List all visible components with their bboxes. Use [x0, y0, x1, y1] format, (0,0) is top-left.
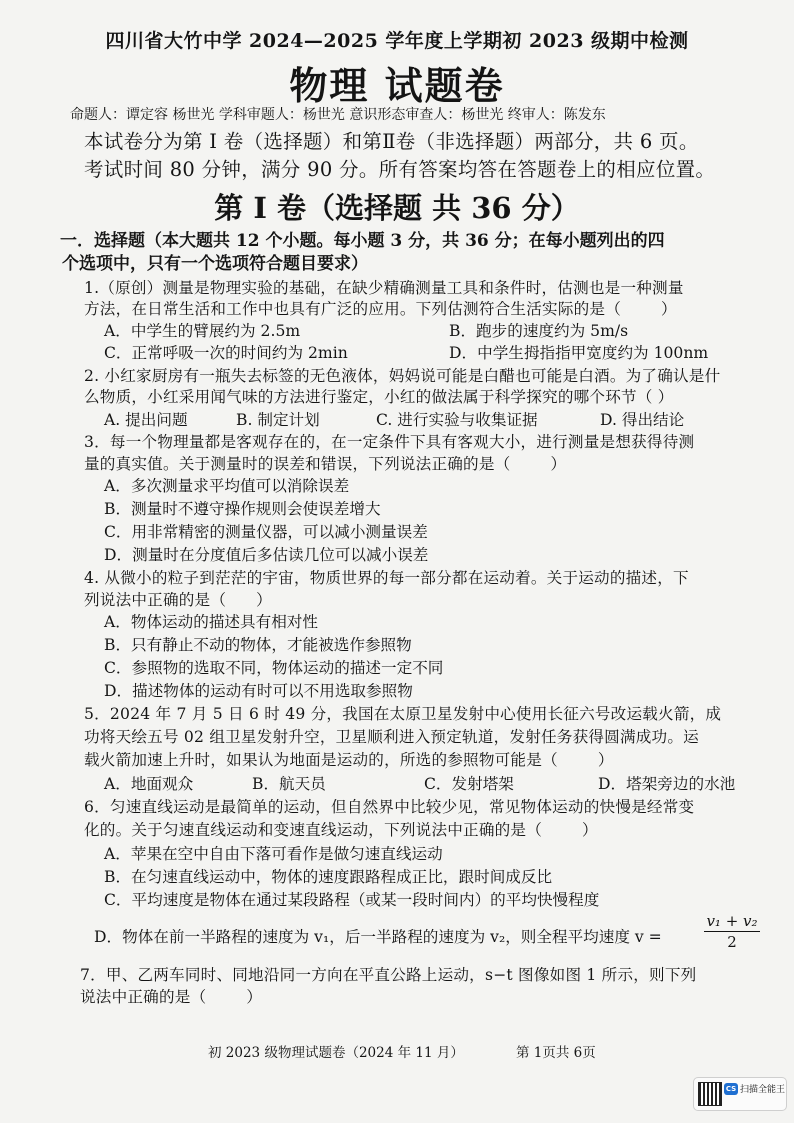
- q2-option-d: D. 得出结论: [600, 411, 685, 429]
- q1-option-a: A．中学生的臂展约为 2.5m: [104, 322, 301, 340]
- q7-line-1: 7．甲、乙两车同时、同地沿同一方向在平直公路上运动，s−t 图像如图 1 所示，则下列: [80, 966, 697, 984]
- q2-line-2: 么物质，小红采用闻气味的方法进行鉴定，小红的做法属于科学探究的哪个环节（ ）: [84, 388, 674, 406]
- q2-option-b: B. 制定计划: [236, 411, 320, 429]
- q5-option-d: D．塔架旁边的水池: [598, 775, 736, 793]
- q3-stem-end: 量的真实值。关于测量时的误差和错误，下列说法正确的是（: [84, 455, 511, 473]
- qr-code-icon: [698, 1082, 722, 1106]
- q5-line-3: [84, 748, 614, 770]
- q6-option-c: C．平均速度是物体在通过某段路程（或某一段时间内）的平均快慢程度: [104, 891, 600, 909]
- q4-option-a: A．物体运动的描述具有相对性: [104, 613, 318, 631]
- q1-option-d: D．中学生拇指指甲宽度约为 100nm: [449, 344, 709, 362]
- q1-close-paren: ）: [661, 300, 677, 318]
- q5-option-c: C．发射塔架: [424, 775, 514, 793]
- q3-option-c: C．用非常精密的测量仪器，可以减小测量误差: [104, 523, 428, 541]
- formula-numerator: v₁ + v₂: [704, 912, 760, 932]
- q5-stem-end: 载火箭加速上升时，如果认为地面是运动的，所选的参照物可能是（: [84, 751, 558, 769]
- formula-denominator: 2: [727, 933, 737, 951]
- section-heading-line-1: 一．选择题（本大题共 12 个小题。每小题 3 分，共 36 分；在每小题列出的四: [60, 231, 665, 251]
- q4-option-b: B．只有静止不动的物体，才能被选作参照物: [104, 636, 412, 654]
- average-speed-formula: [704, 912, 760, 951]
- q6-line-1: 6．匀速直线运动是最简单的运动，但自然界中比较少见，常见物体运动的快慢是经常变: [84, 798, 695, 816]
- q2-option-a: A. 提出问题: [104, 411, 188, 429]
- q2-line-1: 2. 小红家厨房有一瓶失去标签的无色液体，妈妈说可能是白醋也可能是白酒。为了确认是什: [84, 367, 721, 385]
- q4-close-paren: ）: [256, 591, 272, 609]
- part-title: 第 I 卷（选择题 共 36 分）: [214, 191, 580, 225]
- q4-line-1: 4. 从微小的粒子到茫茫的宇宙，物质世界的每一部分都在运动着。关于运动的描述，下: [84, 569, 689, 587]
- q5-line-2: 功将天绘五号 02 组卫星发射升空，卫星顺利进入预定轨道，发射任务获得圆满成功。运: [84, 728, 699, 746]
- q7-line-2: [80, 985, 262, 1007]
- q4-line-2: [84, 588, 272, 610]
- q3-option-d: D．测量时在分度值后多估读几位可以减小误差: [104, 546, 429, 564]
- q3-line-1: 3．每一个物理量都是客观存在的，在一定条件下具有客观大小，进行测量是想获得待测: [84, 433, 695, 451]
- q4-option-c: C．参照物的选取不同，物体运动的描述一定不同: [104, 659, 444, 677]
- watermark-text: 扫描全能王: [740, 1085, 786, 1095]
- q3-close-paren: ）: [550, 455, 567, 473]
- section-heading-line-2: 个选项中，只有一个选项符合题目要求）: [62, 254, 368, 274]
- q5-close-paren: ）: [597, 751, 614, 769]
- q1-option-b: B．跑步的速度约为 5m/s: [449, 322, 629, 340]
- q4-stem-end: 列说法中正确的是（: [84, 591, 227, 609]
- footer-page-number: 第 1页共 6页: [516, 1045, 596, 1061]
- camscanner-logo-icon: CS: [725, 1085, 737, 1093]
- q1-stem-end: 方法，在日常生活和工作中也具有广泛的应用。下列估测符合生活实际的是（: [84, 300, 621, 318]
- q6-line-2: [84, 818, 598, 840]
- footer-exam-label: 初 2023 级物理试题卷（2024 年 11 月）: [208, 1045, 464, 1061]
- q2-option-c: C. 进行实验与收集证据: [376, 411, 538, 429]
- intro-line-1: 本试卷分为第 I 卷（选择题）和第Ⅱ卷（非选择题）两部分，共 6 页。: [84, 130, 699, 153]
- staff-line: 命题人：谭定容 杨世光 学科审题人：杨世光 意识形态审查人：杨世光 终审人：陈发东: [70, 107, 606, 123]
- q6-option-b: B．在匀速直线运动中，物体的速度跟路程成正比，跟时间成反比: [104, 868, 553, 886]
- q7-close-paren: ）: [246, 988, 263, 1006]
- q1-line-1: 1.（原创）测量是物理实验的基础，在缺少精确测量工具和条件时，估测也是一种测量: [84, 279, 684, 297]
- intro-line-2: 考试时间 80 分钟，满分 90 分。所有答案均答在答题卷上的相应位置。: [84, 158, 716, 181]
- q5-option-a: A．地面观众: [104, 775, 194, 793]
- q6-stem-end: 化的。关于匀速直线运动和变速直线运动，下列说法中正确的是（: [84, 821, 543, 839]
- q7-stem-end: 说法中正确的是（: [80, 988, 207, 1006]
- q3-option-b: B．测量时不遵守操作规则会使误差增大: [104, 500, 381, 518]
- scanner-watermark: [693, 1077, 787, 1111]
- q6-close-paren: ）: [582, 821, 598, 839]
- q5-line-1: 5．2024 年 7 月 5 日 6 时 49 分，我国在太原卫星发射中心使用长征六号改运载火箭，成: [84, 705, 722, 723]
- q1-option-c: C．正常呼吸一次的时间约为 2min: [104, 344, 348, 362]
- subject-title: 物理 试题卷: [289, 63, 505, 108]
- q6-option-a: A．苹果在空中自由下落可看作是做匀速直线运动: [104, 845, 443, 863]
- q6-option-d: D．物体在前一半路程的速度为 v₁，后一半路程的速度为 v₂，则全程平均速度 v =: [94, 928, 662, 946]
- exam-title: 四川省大竹中学 2024—2025 学年度上学期初 2023 级期中检测: [105, 30, 689, 52]
- q5-option-b: B．航天员: [252, 775, 326, 793]
- q3-option-a: A．多次测量求平均值可以消除误差: [104, 477, 350, 495]
- q4-option-d: D．描述物体的运动有时可以不用选取参照物: [104, 682, 413, 700]
- q3-line-2: [84, 452, 566, 474]
- q1-line-2: [84, 297, 677, 319]
